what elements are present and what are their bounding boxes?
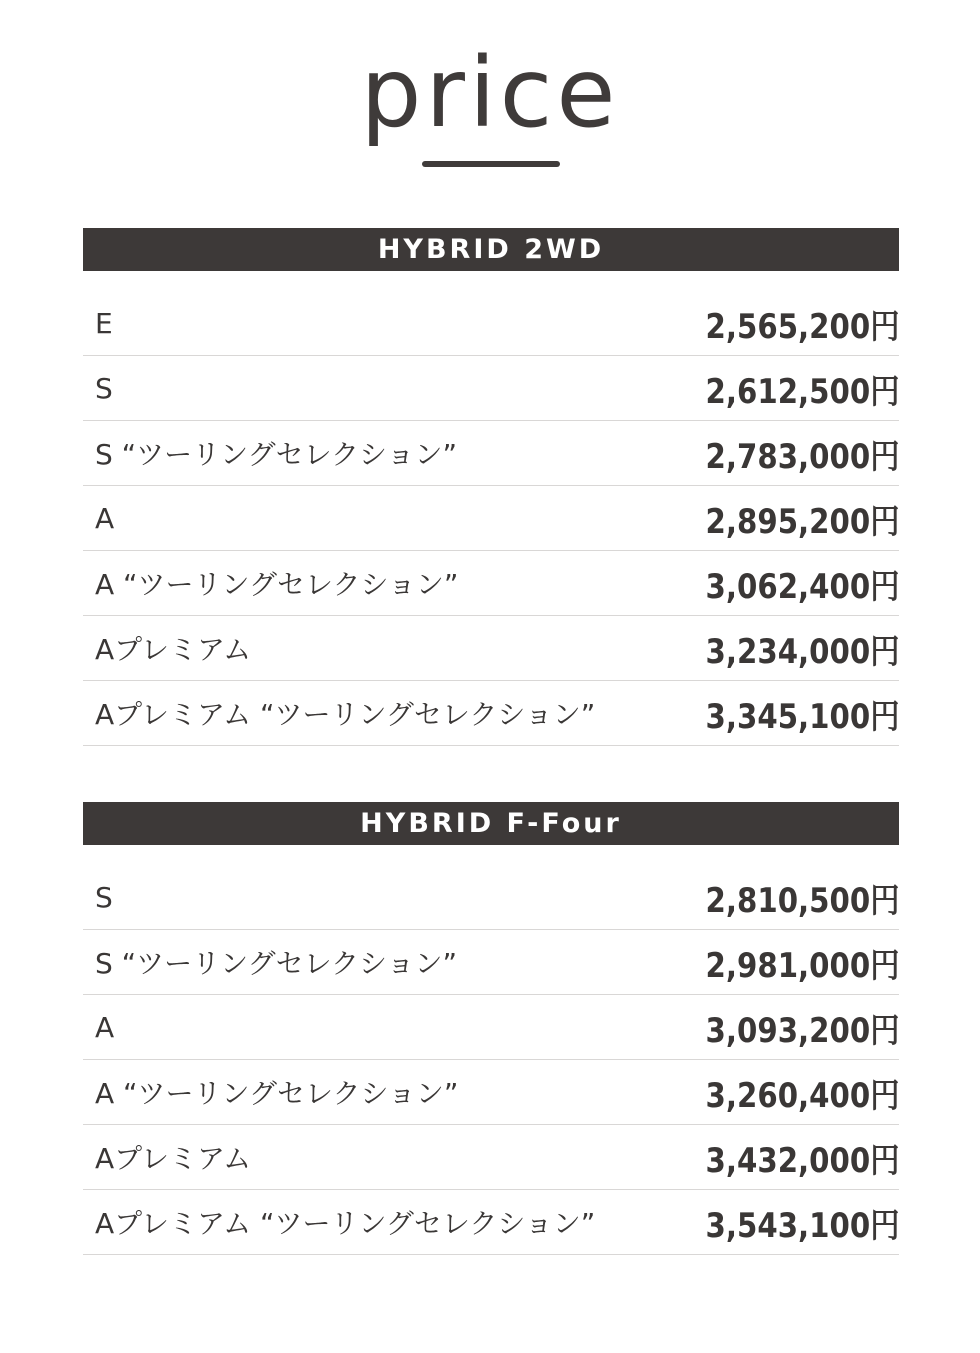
grade-price: 3,234,000円 bbox=[705, 631, 899, 672]
price-section-hybrid-f-four bbox=[83, 802, 899, 1255]
grade-name: S bbox=[95, 880, 113, 914]
price-row bbox=[83, 551, 899, 616]
price-row bbox=[83, 1060, 899, 1125]
price-list bbox=[83, 865, 899, 1255]
price-section-hybrid-2wd bbox=[83, 228, 899, 746]
price-row bbox=[83, 421, 899, 486]
grade-price: 2,810,500円 bbox=[705, 880, 899, 921]
price-row bbox=[83, 995, 899, 1060]
price-row bbox=[83, 616, 899, 681]
grade-price: 2,783,000円 bbox=[705, 436, 899, 477]
price-row bbox=[83, 1190, 899, 1255]
grade-price: 2,565,200円 bbox=[705, 306, 899, 347]
grade-name: Aプレミアム bbox=[95, 1142, 252, 1175]
grade-price: 3,432,000円 bbox=[705, 1140, 899, 1181]
grade-name: Aプレミアム bbox=[95, 633, 252, 666]
grade-price: 3,345,100円 bbox=[705, 696, 899, 737]
price-row bbox=[83, 865, 899, 930]
grade-name: S “ツーリングセレクション” bbox=[95, 438, 458, 471]
price-row bbox=[83, 681, 899, 746]
grade-name: A “ツーリングセレクション” bbox=[95, 568, 459, 601]
page-title: price bbox=[360, 37, 620, 149]
title-underline bbox=[422, 161, 560, 167]
grade-name: S “ツーリングセレクション” bbox=[95, 947, 458, 980]
grade-price: 3,093,200円 bbox=[705, 1010, 899, 1051]
section-header: HYBRID F-Four bbox=[83, 802, 899, 845]
price-row bbox=[83, 356, 899, 421]
grade-name: S bbox=[95, 371, 113, 405]
grade-name: Aプレミアム “ツーリングセレクション” bbox=[95, 1207, 596, 1240]
grade-name: A bbox=[95, 1010, 115, 1044]
price-row bbox=[83, 291, 899, 356]
grade-price: 2,895,200円 bbox=[705, 501, 899, 542]
price-row bbox=[83, 486, 899, 551]
grade-name: A “ツーリングセレクション” bbox=[95, 1077, 459, 1110]
grade-price: 3,543,100円 bbox=[705, 1205, 899, 1246]
section-header: HYBRID 2WD bbox=[83, 228, 899, 271]
grade-price: 3,260,400円 bbox=[705, 1075, 899, 1116]
grade-price: 2,981,000円 bbox=[705, 945, 899, 986]
price-row bbox=[83, 1125, 899, 1190]
price-list bbox=[83, 291, 899, 746]
price-row bbox=[83, 930, 899, 995]
grade-name: A bbox=[95, 501, 115, 535]
grade-name: E bbox=[95, 306, 113, 340]
grade-name: Aプレミアム “ツーリングセレクション” bbox=[95, 698, 596, 731]
grade-price: 2,612,500円 bbox=[705, 371, 899, 412]
grade-price: 3,062,400円 bbox=[705, 566, 899, 607]
